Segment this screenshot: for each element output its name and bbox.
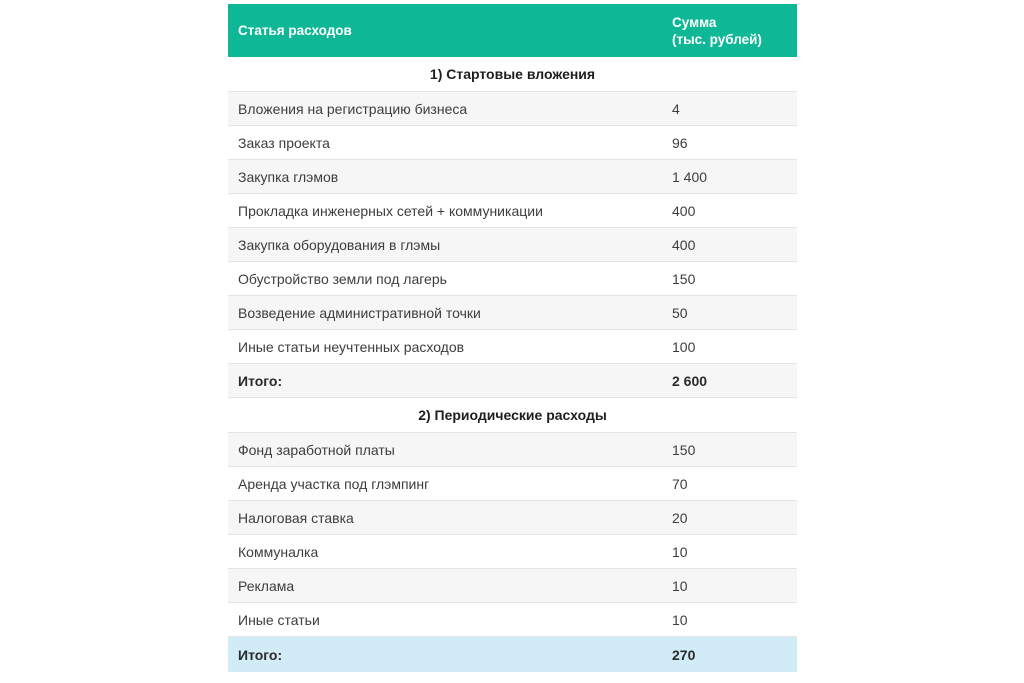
section-title-periodic: 2) Периодические расходы	[228, 398, 797, 433]
row-label: Иные статьи	[238, 611, 320, 628]
row-value: 10	[672, 577, 688, 594]
table-row	[228, 433, 797, 467]
section-title-startup: 1) Стартовые вложения	[228, 57, 797, 92]
row-label: Фонд заработной платы	[238, 441, 395, 458]
expenses-table	[228, 4, 797, 672]
row-label: Налоговая ставка	[238, 509, 354, 526]
total-label: Итого:	[238, 646, 283, 663]
row-label: Реклама	[238, 577, 295, 594]
row-label: Прокладка инженерных сетей + коммуникации	[238, 202, 543, 219]
row-value: 400	[672, 202, 696, 219]
row-label: Коммуналка	[238, 543, 319, 560]
table-row	[228, 126, 797, 160]
table-row	[228, 467, 797, 501]
table-row	[228, 160, 797, 194]
row-value: 10	[672, 611, 688, 628]
table-row	[228, 194, 797, 228]
row-value: 400	[672, 236, 696, 253]
row-value: 100	[672, 338, 696, 355]
section-periodic-rows	[228, 433, 797, 637]
row-label: Закупка оборудования в глэмы	[238, 236, 441, 253]
row-value: 150	[672, 270, 696, 287]
table-row	[228, 569, 797, 603]
total-row-periodic	[228, 637, 797, 672]
row-value: 10	[672, 543, 688, 560]
row-value: 20	[672, 509, 688, 526]
table-row	[228, 262, 797, 296]
row-label: Аренда участка под глэмпинг	[238, 475, 430, 492]
row-value: 1 400	[672, 168, 708, 185]
row-label: Обустройство земли под лагерь	[238, 270, 447, 287]
row-label: Вложения на регистрацию бизнеса	[238, 100, 468, 117]
table-row	[228, 330, 797, 364]
row-label: Возведение административной точки	[238, 304, 481, 321]
column-header-amount-line2: (тыс. рублей)	[672, 31, 762, 47]
row-value: 4	[672, 100, 680, 117]
table-row	[228, 501, 797, 535]
total-label: Итого:	[238, 372, 283, 389]
total-row-startup	[228, 364, 797, 398]
total-value: 2 600	[672, 372, 708, 389]
table-header-row	[228, 4, 797, 57]
table-row	[228, 603, 797, 637]
table-row	[228, 296, 797, 330]
row-value: 96	[672, 134, 688, 151]
table-row	[228, 228, 797, 262]
column-header-amount-line1: Сумма	[672, 14, 717, 30]
row-value: 50	[672, 304, 688, 321]
row-label: Закупка глэмов	[238, 168, 339, 185]
row-value: 70	[672, 475, 688, 492]
total-value: 270	[672, 646, 696, 663]
table-row	[228, 92, 797, 126]
row-label: Заказ проекта	[238, 134, 330, 151]
row-label: Иные статьи неучтенных расходов	[238, 338, 465, 355]
table-row	[228, 535, 797, 569]
column-header-expense: Статья расходов	[238, 23, 352, 38]
row-value: 150	[672, 441, 696, 458]
section-startup-rows	[228, 92, 797, 364]
column-header-amount	[662, 14, 797, 48]
